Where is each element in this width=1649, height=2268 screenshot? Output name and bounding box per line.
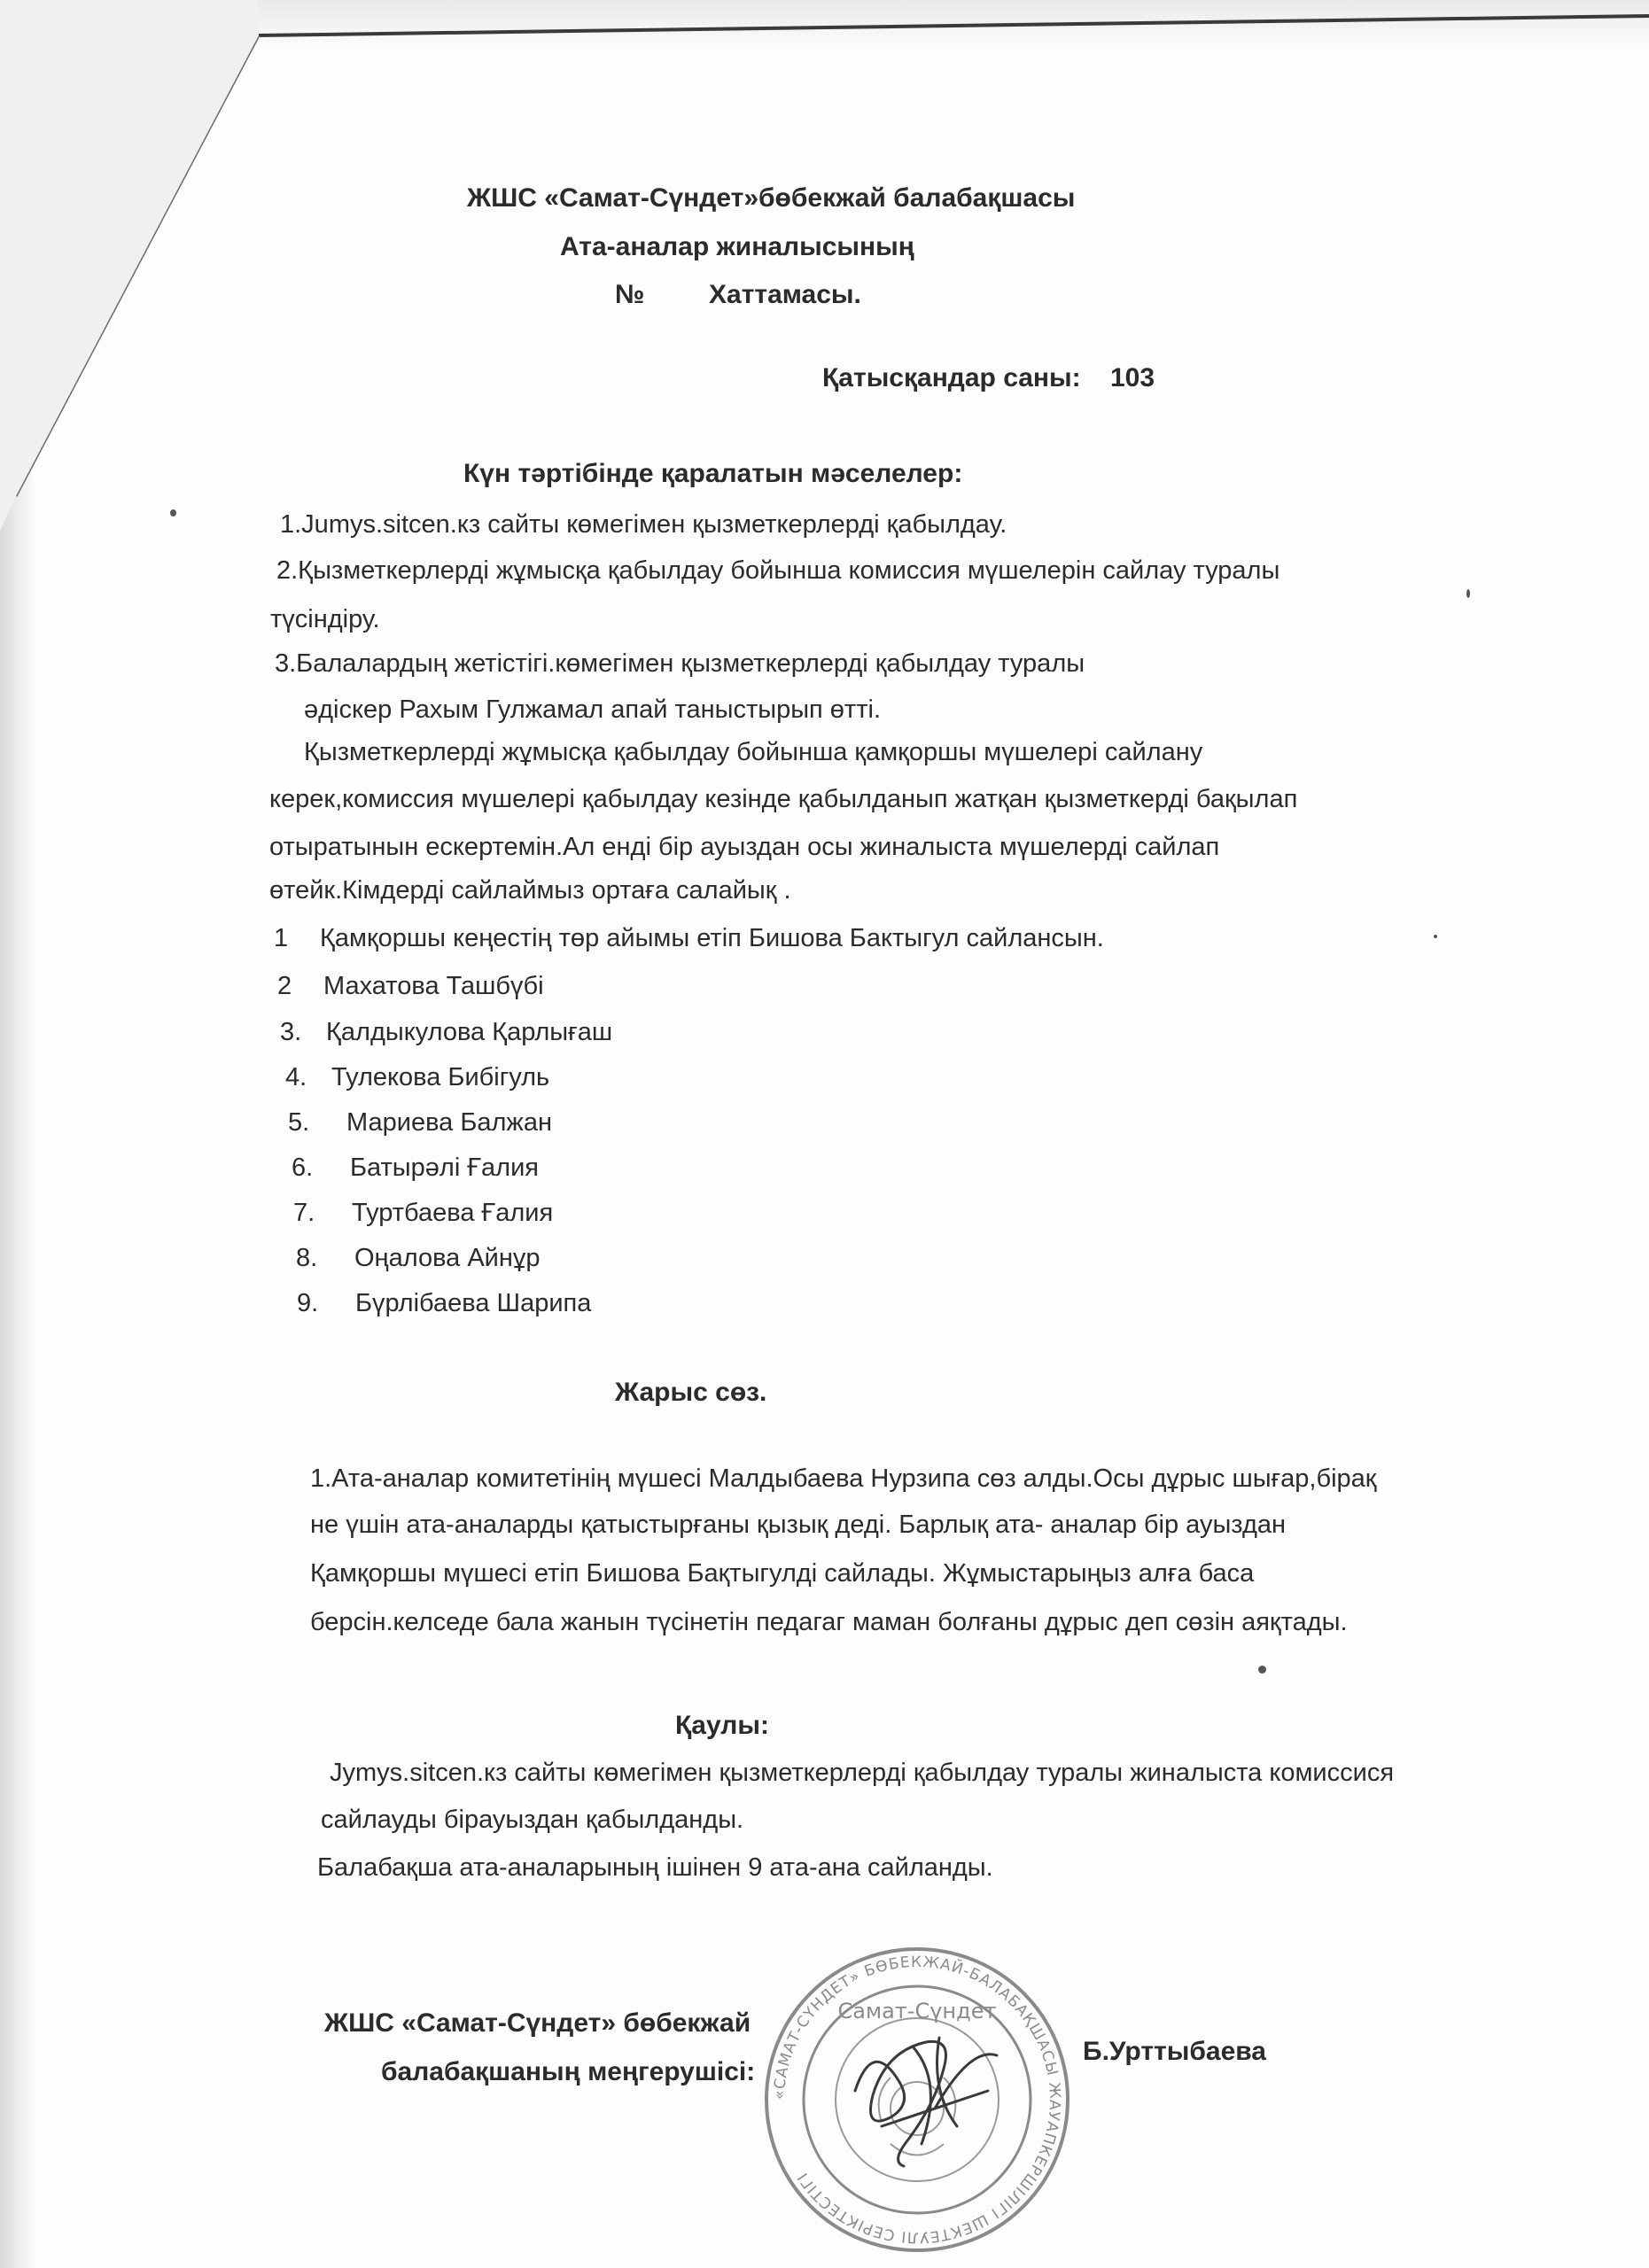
debate-title: Жарыс сөз. — [615, 1378, 767, 1407]
member-name: Оңалова Айнұр — [354, 1244, 541, 1272]
scan-speck — [170, 509, 176, 517]
member-name: Туртбаева Ғалия — [352, 1199, 554, 1227]
signature-org-line: ЖШС «Самат-Сүндет» бөбекжай — [324, 2008, 751, 2038]
member-item — [292, 1151, 539, 1184]
agenda-line: 2.Қызметкерлерді жұмысқа қабылдау бойынша комиссия мүшелерін сайлау туралы — [276, 556, 1280, 585]
scan-speck — [1434, 935, 1437, 938]
member-item — [288, 1106, 552, 1139]
scan-speck — [1466, 589, 1470, 598]
debate-line: Қамқоршы мүшесі етіп Бишова Бақтыгулді сайлады. Жұмыстарыңыз алға баса — [310, 1559, 1255, 1588]
member-number: 5. — [288, 1108, 310, 1137]
member-name: Мариева Балжан — [346, 1108, 552, 1137]
agenda-title: Күн тәртібінде қаралатын мәселелер: — [463, 459, 963, 488]
discussion-line: өтейк.Кімдерді сайлаймыз ортаға салайық . — [269, 876, 791, 905]
resolution-line: сайлауды бірауыздан қабылданды. — [321, 1806, 744, 1834]
agenda-line: 3.Балалардың жетістігі.көмегімен қызметкерлерді қабылдау туралы — [275, 649, 1085, 678]
member-name: Қалдыкулова Қарлығаш — [326, 1018, 613, 1046]
member-number: 2 — [277, 972, 292, 1000]
meeting-title: Ата-аналар жиналысының — [560, 232, 914, 261]
stamp-center-text: Самат-Сүндет — [837, 1999, 997, 2023]
member-name: Бүрлібаева Шарипа — [355, 1289, 592, 1317]
member-name: Батырәлі Ғалия — [350, 1153, 539, 1182]
signer-name: Б.Урттыбаева — [1083, 2037, 1266, 2066]
org-title: ЖШС «Самат-Сүндет»бөбекжай балабақшасы — [467, 183, 1076, 213]
member-item — [277, 969, 544, 1003]
member-number: 7. — [293, 1199, 315, 1227]
discussion-line: отыратынын ескертемін.Ал енді бір ауыздан осы жиналыста мүшелерді сайлап — [269, 833, 1220, 861]
member-name: Тулекова Бибігуль — [331, 1063, 550, 1091]
svg-text:«САМАТ-СҮНДЕТ» БӨБЕКЖАЙ-БАЛАБА — [771, 1953, 1063, 2246]
member-item — [297, 1286, 591, 1320]
member-number: 8. — [296, 1244, 318, 1272]
protocol-number-sign: № — [615, 280, 645, 309]
member-number: 4. — [285, 1063, 307, 1091]
debate-line: 1.Ата-аналар комитетінің мүшесі Малдыбаева Нурзипа сөз алды.Осы дұрыс шығар,бірақ — [310, 1464, 1377, 1493]
official-stamp — [758, 1940, 1077, 2259]
attendance-count: 103 — [1110, 363, 1155, 392]
member-number: 1 — [274, 924, 289, 952]
member-number: 9. — [297, 1289, 319, 1317]
member-name: Махатова Ташбүбі — [323, 972, 544, 1000]
scan-speck — [1258, 1666, 1266, 1674]
member-number: 6. — [292, 1153, 314, 1182]
protocol-title: Хаттамасы. — [709, 280, 861, 309]
agenda-line: әдіскер Рахым Гулжамал апай таныстырып өтті. — [304, 695, 881, 724]
resolution-line: Jymys.sitcen.кз сайты көмегімен қызметкерлерді қабылдау туралы жиналыста комиссися — [330, 1759, 1395, 1787]
member-number: 3. — [280, 1018, 302, 1046]
agenda-line: 1.Jumys.sitcen.кз сайты көмегімен қызметкерлерді қабылдау. — [280, 510, 1007, 539]
resolution-line: Балабақша ата-аналарының ішінен 9 ата-ана сайланды. — [317, 1853, 993, 1882]
member-name: Қамқоршы кеңестің төр айымы етіп Бишова Бактыгул сайлансын. — [320, 924, 1104, 952]
debate-line: берсін.келседе бала жанын түсінетін педагаг маман болғаны дұрыс деп сөзін аяқтады. — [310, 1608, 1348, 1636]
resolution-title: Қаулы: — [675, 1711, 769, 1740]
discussion-line: Қызметкерлерді жұмысқа қабылдау бойынша қамқоршы мүшелері сайлану — [304, 738, 1203, 766]
member-item — [274, 921, 1104, 955]
debate-line: не үшін ата-аналарды қатыстырғаны қызық деді. Барлық ата- аналар бір ауыздан — [310, 1511, 1287, 1539]
member-item — [285, 1060, 549, 1094]
member-item — [296, 1241, 541, 1275]
member-item — [280, 1015, 612, 1049]
handwritten-signature — [855, 2038, 997, 2166]
discussion-line: керек,комиссия мүшелері қабылдау кезінде қабылданып жатқан қызметкерді бақылап — [269, 785, 1298, 813]
signature-role-line: балабақшаның меңгерушісі: — [381, 2057, 756, 2086]
attendance-label: Қатысқандар саны: — [822, 363, 1081, 392]
stamp-ring-text: «САМАТ-СҮНДЕТ» БӨБЕКЖАЙ-БАЛАБАҚШАСЫ ЖАУАПКЕРШІЛІГІ ШЕКТЕУЛІ СЕРІКТЕСТІГІ — [770, 1953, 1064, 2247]
member-item — [293, 1196, 553, 1230]
agenda-line: түсіндіру. — [270, 605, 380, 633]
